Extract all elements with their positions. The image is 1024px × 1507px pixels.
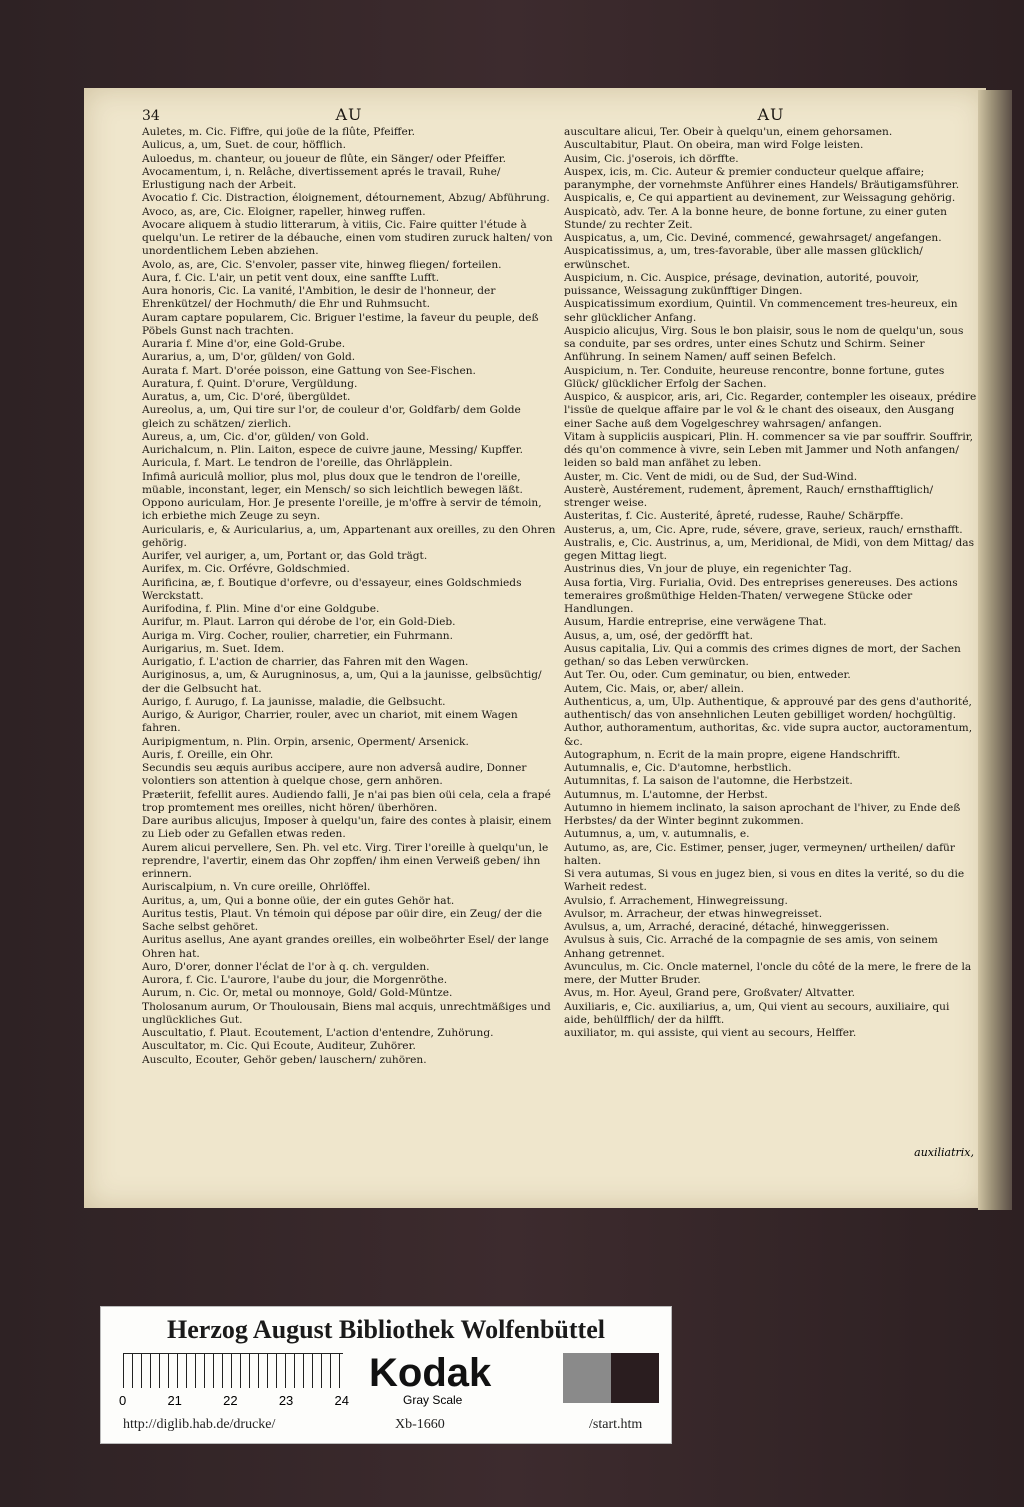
gray-swatch [563,1353,611,1403]
dictionary-entry: Auritus asellus, Ane ayant grandes oreilles, ein wolbeöhrter Esel/ der lange Ohren hat. [142,934,549,960]
dictionary-entry: Aureolus, a, um, Qui tire sur l'or, de couleur d'or, Goldfarb/ dem Golde gleich zu schätzen/ zierlich. [142,404,521,430]
dictionary-entry: Autumnus, m. L'automne, der Herbst. [564,788,768,801]
dictionary-entry: Auspicium, n. Ter. Conduite, heureuse rencontre, bonne fortune, gutes Glück/ glücklicher Erfolg der Sachen. [564,364,945,390]
dictionary-page [84,88,986,1208]
dictionary-entry: Aurificina, æ, f. Boutique d'orfevre, ou d'essayeur, eines Goldschmieds Werckstatt. [142,576,522,602]
dictionary-entry: Aut Ter. Ou, oder. Cum geminatur, ou bien, entweder. [564,669,851,682]
dictionary-entry: Austrinus dies, Vn jour de pluye, ein regenichter Tag. [564,563,852,576]
dictionary-entry: Ausus capitalia, Liv. Qui a commis des crimes dignes de mort, der Sachen gethan/ so das Leben verwürcken. [564,642,961,668]
dictionary-entry: Aurigo, & Aurigor, Charrier, rouler, avec un chariot, mit einem Wagen fahren. [142,709,518,735]
dictionary-entry: Aurarius, a, um, D'or, gülden/ von Gold. [142,351,356,364]
dictionary-entry: Avolo, as, are, Cic. S'envoler, passer vite, hinweg fliegen/ forteilen. [142,258,502,271]
dictionary-entry: Tholosanum aurum, Or Thoulousain, Biens mal acquis, unrechtmäßiges und unglückliches Gut. [142,1000,551,1026]
dictionary-entry: Aurum, n. Cic. Or, metal ou monnoye, Gold/ Gold-Müntze. [142,987,453,1000]
dictionary-entry: Auspex, icis, m. Cic. Auteur & premier conducteur quelque affaire; paranymphe, der vornehmste Anführer eines Handels/ Bräutigamsführer. [564,165,960,191]
dictionary-entry: Aura honoris, Cic. La vanité, l'Ambition, le desir de l'honneur, der Ehrenkützel/ der Hochmuth/ die Ehr und Ruhmsucht. [142,285,496,311]
dictionary-entry: Author, authoramentum, authoritas, &c. vide supra auctor, auctoramentum, &c. [564,722,973,748]
dictionary-entry: auxiliator, m. qui assiste, qui vient au secours, Helffer. [564,1027,857,1039]
gray-scale-label: Gray Scale [403,1393,463,1407]
dark-swatch [611,1353,659,1403]
dictionary-entry: Avunculus, m. Cic. Oncle maternel, l'oncle du côté de la mere, le frere de la mere, der Mutter Bruder. [564,960,972,986]
dictionary-entry: Autumnus, a, um, v. autumnalis, e. [564,828,750,841]
dictionary-entry: Auspicatus, a, um, Cic. Deviné, commencé, gewahrsaget/ angefangen. [564,232,942,244]
dictionary-entry: Ausim, Cic. j'oserois, ich dörffte. [564,152,739,165]
dictionary-entry: Auscultator, m. Cic. Qui Ecoute, Auditeur, Zuhörer. [142,1040,416,1053]
dictionary-entry: Authenticus, a, um, Ulp. Authentique, & approuvé par des gens d'authorité, authentisch/ das von ansehnlichen Leuten gebilliget worden/ hochgültig. [564,695,972,721]
dictionary-entry: Austerè, Austérement, rudement, âprement, Rauch/ ernsthafftiglich/ strenger weise. [564,483,934,509]
dictionary-entry: Auspicatissimum exordium, Quintil. Vn commencement tres-heureux, ein sehr glücklicher Anfang. [564,298,958,324]
dictionary-entry: auscultare alicui, Ter. Obeir à quelqu'un, einem gehorsamen. [564,126,893,138]
dictionary-entry: Avulsus, a, um, Arraché, deraciné, détaché, hinweggerissen. [564,921,890,933]
dictionary-entry: Auro, D'orer, donner l'éclat de l'or à q. ch. vergulden. [142,960,430,973]
dictionary-entry: Aurigatio, f. L'action de charrier, das Fahren mit den Wagen. [142,656,469,668]
dictionary-entry: Auletes, m. Cic. Fiffre, qui joüe de la flûte, Pfeiffer. [142,126,415,138]
dictionary-entry: Auxiliaris, e, Cic. auxiliarius, a, um, Qui vient au secours, auxiliaire, qui aide, behülfflich/ der da hilfft. [564,1000,950,1026]
dictionary-entry: Avocare aliquem à studio litterarum, à vitiis, Cic. Faire quitter l'étude à quelqu'un. Le retirer de la débauche, einen vom studiren zuruck halten/ von unordentlichem Leben abziehen. [142,218,553,258]
ruler-label: 24 [334,1393,349,1408]
dictionary-entry: Austerus, a, um, Cic. Apre, rude, sévere, grave, serieux, rauch/ ernsthafft. [564,523,963,536]
dictionary-entry: Auspicatò, adv. Ter. A la bonne heure, de bonne fortune, zu einer guten Stunde/ zu rechter Zeit. [564,205,947,231]
dictionary-entry: Avulsor, m. Arracheur, der etwas hinwegreisset. [564,907,823,920]
dictionary-entry: Auricularis, e, & Auricularius, a, um, Appartenant aux oreilles, zu den Ohren gehörig. [142,523,556,549]
dictionary-entry: Avocamentum, i, n. Relâche, divertissement aprés le travail, Ruhe/ Erlustigung nach der Arbeit. [142,165,501,191]
dictionary-entry: Infimâ auriculâ mollior, plus mol, plus doux que le tendron de l'oreille, müable, inconstant, leger, ein Mensch/ so sich leichtlich bewegen läßt. [142,470,523,496]
library-name: Herzog August Bibliothek Wolfenbüttel [167,1315,605,1344]
dictionary-entry: Autographum, n. Ecrit de la main propre, eigene Handschrifft. [564,748,901,761]
dictionary-entry: Auscultabitur, Plaut. On obeira, man wird Folge leisten. [564,139,864,152]
kodak-logo: Kodak [369,1351,492,1395]
dictionary-entry: Aurichalcum, n. Plin. Laiton, espece de cuivre jaune, Messing/ Kupffer. [142,444,523,456]
dictionary-entry: Si vera autumas, Si vous en jugez bien, si vous en dites la verité, so du die Warheit redest. [564,868,965,894]
dictionary-entry: Autumnitas, f. La saison de l'automne, die Herbstzeit. [564,775,853,788]
dictionary-entry: Dare auribus alicujus, Imposer à quelqu'un, faire des contes à plaisir, einem zu Lieb oder zu Gefallen etwas reden. [142,815,552,841]
dictionary-entry: Aurifodina, f. Plin. Mine d'or eine Goldgube. [142,603,380,615]
dictionary-entry: Aurifur, m. Plaut. Larron qui dérobe de l'or, ein Gold-Dieb. [142,616,456,629]
url-left[interactable]: http://diglib.hab.de/drucke/ [123,1417,276,1432]
dictionary-entry: Ausculto, Ecouter, Gehör geben/ lauschern/ zuhören. [142,1053,427,1066]
dictionary-entry: Auscultatio, f. Plaut. Ecoutement, L'action d'entendre, Zuhörung. [142,1027,494,1039]
dictionary-entry: Aureus, a, um, Cic. d'or, gülden/ von Gold. [142,430,370,443]
dictionary-entry: Avulsio, f. Arrachement, Hinwegreissung. [564,894,788,907]
left-header-title: AU [335,105,363,124]
dictionary-entry: Avoco, as, are, Cic. Eloigner, rapeller, hinweg ruffen. [142,205,426,218]
dictionary-entry: Avocatio f. Cic. Distraction, éloignement, détournement, Abzug/ Abführung. [142,192,550,205]
dictionary-entry: Oppono auriculam, Hor. Je presente l'oreille, je m'offre à servir de témoin, ich erbiethe mich Zeuge zu seyn. [142,497,542,523]
dictionary-entry: Ausus, a, um, osé, der gedörfft hat. [564,629,754,642]
dictionary-entry: Aurigarius, m. Suet. Idem. [142,642,285,655]
dictionary-entry: Auricula, f. Mart. Le tendron de l'oreille, das Ohrläpplein. [142,457,453,470]
dictionary-entry: Auritus testis, Plaut. Vn témoin qui dépose par oüir dire, ein Zeug/ der die Sache selbst gehöret. [142,907,542,933]
dictionary-entry: Aura, f. Cic. L'air, un petit vent doux, eine sanffte Lufft. [142,271,440,284]
left-column [142,105,556,1067]
dictionary-entry: Auspico, & auspicor, aris, ari, Cic. Regarder, contempler les oiseaux, prédire l'issüe de quelque affaire par le vol & le chant des oiseaux, den Ausgang einer Sache auß dem Vogelgeschrey wahrsagen/ anfangen. [564,391,977,430]
dictionary-entry: Autumo, as, are, Cic. Estimer, penser, juger, vermeynen/ urtheilen/ dafür halten. [564,841,955,867]
dictionary-entry: Aulicus, a, um, Suet. de cour, höfflich. [142,139,346,152]
dictionary-entry: Auram captare popularem, Cic. Briguer l'estime, la faveur du peuple, deß Pöbels Gunst nach trachten. [142,311,539,337]
dictionary-entry: Autumnalis, e, Cic. D'automne, herbstlich. [564,762,792,774]
dictionary-entry: Vitam à suppliciis auspicari, Plin. H. commencer sa vie par souffrir. Souffrir, dés qu'on commence à vivre, sein Leben mit Jammer und Noth anfangen/ leiden so bald man anfähet zu leben. [564,430,973,470]
dictionary-entry: Autem, Cic. Mais, or, aber/ allein. [564,682,744,695]
dictionary-entry: Auspicatissimus, a, um, tres-favorable, über alle massen glücklich/ erwünschet. [564,245,923,271]
dictionary-entry: Auris, f. Oreille, ein Ohr. [142,748,274,761]
dictionary-entry: Auriscalpium, n. Vn cure oreille, Ohrlöffel. [142,881,371,894]
color-target-card [100,1306,672,1444]
dictionary-entry: Auspicio alicujus, Virg. Sous le bon plaisir, sous le nom de quelqu'un, sous sa conduite, par ses ordres, unter eines Schutz und Schirm. Seiner Anführung. In seinem Namen/ auff seinen Befelch. [564,324,964,364]
dictionary-entry: Aurifex, m. Cic. Orfévre, Goldschmied. [142,563,350,576]
dictionary-entry: Secundis seu æquis auribus accipere, aure non adversâ audire, Donner volontiers son attention à quelque chose, gern anhören. [142,762,527,788]
dictionary-entry: Aurora, f. Cic. L'aurore, l'aube du jour, die Morgenröthe. [142,974,448,986]
page-number: 34 [142,108,160,124]
left-header [142,105,556,126]
right-header-title: AU [757,105,785,124]
ruler-label: 21 [167,1393,182,1408]
shelfmark: Xb-1660 [395,1417,445,1432]
ruler-scale [123,1353,343,1388]
dictionary-entry: Auloedus, m. chanteur, ou joueur de flûte, ein Sänger/ oder Pfeiffer. [142,152,507,165]
dictionary-entry: Auripigmentum, n. Plin. Orpin, arsenic, Operment/ Arsenick. [142,735,469,748]
dictionary-entry: Auspicium, n. Cic. Auspice, présage, devination, autorité, pouvoir, puissance, Weissagung zukünfftiger Dingen. [564,271,920,297]
dictionary-entry: Auster, m. Cic. Vent de midi, ou de Sud, der Sud-Wind. [564,470,858,483]
dictionary-entry: Austeritas, f. Cic. Austerité, âpreté, rudesse, Rauhe/ Schärpffe. [564,510,904,523]
dictionary-entry: Auriga m. Virg. Cocher, roulier, charretier, ein Fuhrmann. [142,629,453,642]
dictionary-entry: Aurata f. Mart. D'orée poisson, eine Gattung von See-Fischen. [142,364,476,377]
dictionary-entry: Aurem alicui pervellere, Sen. Ph. vel etc. Virg. Tirer l'oreille à quelqu'un, le reprendre, l'avertir, einem das Ohr zopffen/ ihm einen Verweiß geben/ ihn erinnern. [142,841,549,880]
dictionary-entry: Auraria f. Mine d'or, eine Gold-Grube. [142,338,346,350]
dictionary-entry: Auritus, a, um, Qui a bonne oüie, der ein gutes Gehör hat. [142,894,455,907]
right-header [564,105,978,126]
dictionary-entry: Præteriit, fefellit aures. Audiendo falli, Je n'ai pas bien oüi cela, cela a frapé trop promtement mes oreilles, nicht hören/ überhören. [142,788,551,814]
dictionary-entry: Avulsus à suis, Cic. Arraché de la compagnie de ses amis, von seinem Anhang getrennet. [564,934,938,960]
dictionary-entry: Aurigo, f. Aurugo, f. La jaunisse, maladie, die Gelbsucht. [142,695,446,708]
ruler-label: 0 [119,1393,127,1408]
dictionary-entry: Auratus, a, um, Cic. D'oré, übergüldet. [142,391,351,403]
ruler-labels [119,1393,349,1408]
dictionary-entry: Autumno in hiemem inclinato, la saison aprochant de l'hiver, zu Ende deß Herbstes/ da der Winter beginnt zukommen. [564,801,961,827]
dictionary-entry: Avus, m. Hor. Ayeul, Grand pere, Großvater/ Altvatter. [564,987,856,1000]
ruler-label: 22 [223,1393,238,1408]
dictionary-entry: Aurifer, vel auriger, a, um, Portant or, das Gold trägt. [142,550,428,562]
url-right[interactable]: /start.htm [589,1417,643,1432]
dictionary-entry: Ausa fortia, Virg. Furialia, Ovid. Des entreprises genereuses. Des actions temeraires großmüthige Helden-Thaten/ verwegene Stücke oder Handlungen. [564,576,958,615]
right-column [564,105,978,1040]
right-entries [564,126,978,1040]
dictionary-entry: Auriginosus, a, um, & Aurugninosus, a, um, Qui a la jaunisse, gelbsüchtig/ der die Gelbsucht hat. [142,669,542,695]
dictionary-entry: Australis, e, Cic. Austrinus, a, um, Meridional, de Midi, von dem Mittag/ das gegen Mittag liegt. [564,536,975,562]
ruler-label: 23 [278,1393,294,1408]
dictionary-entry: Ausum, Hardie entreprise, eine verwägene That. [564,616,827,629]
catchword: auxiliatrix, [914,1146,974,1159]
dictionary-entry: Auratura, f. Quint. D'orure, Vergüldung. [142,377,358,390]
left-entries [142,126,556,1067]
dictionary-entry: Auspicalis, e, Ce qui appartient au devinement, zur Weissagung gehörig. [564,192,956,205]
page-edge [978,90,1012,1210]
